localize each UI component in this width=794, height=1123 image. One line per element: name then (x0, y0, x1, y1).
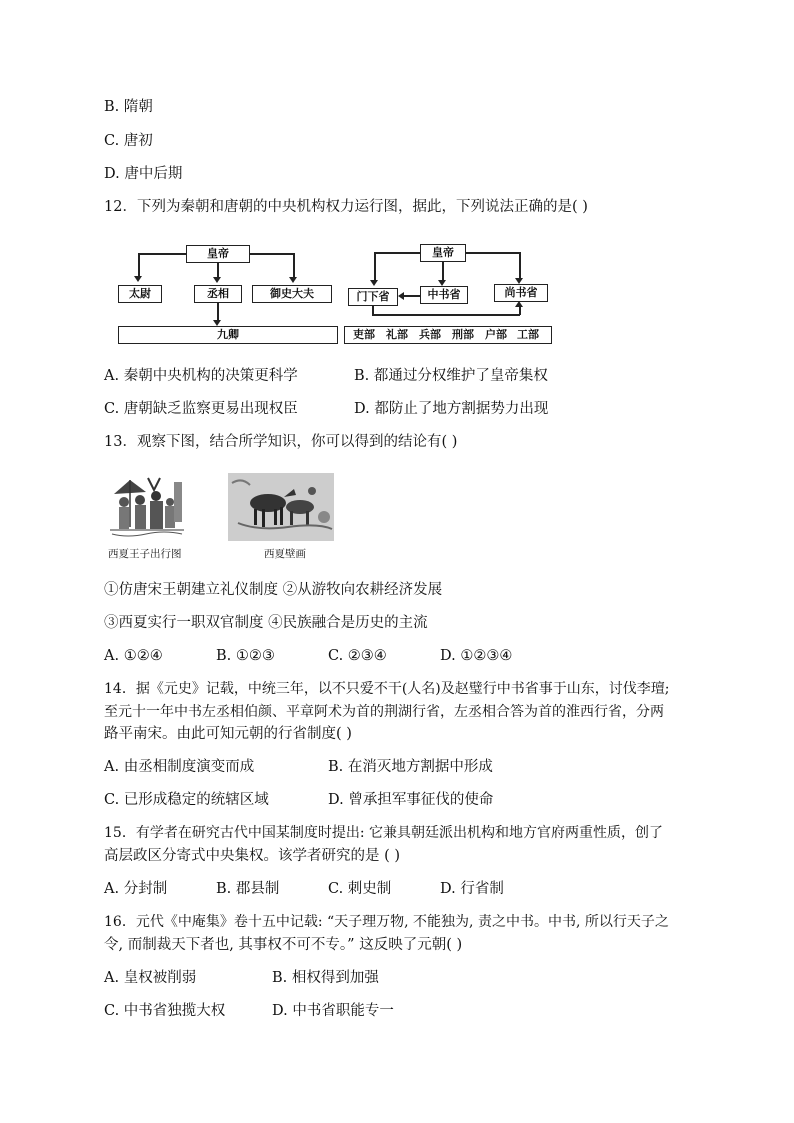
q14-option-b: B. 在消灭地方割据中形成 (328, 759, 493, 775)
xixia-mural-caption: 西夏壁画 (264, 548, 306, 560)
q13-option-c: C. ②③④ (328, 648, 387, 664)
xixia-prince-procession-image (108, 472, 186, 542)
q13-statements-1: ①仿唐宋王朝建立礼仪制度 ②从游牧向农耕经济发展 (104, 582, 443, 598)
q13-stem: 13．观察下图，结合所学知识，你可以得到的结论有( ) (104, 434, 458, 450)
q13-option-a: A. ①②④ (104, 648, 163, 664)
q11-option-c: C. 唐初 (104, 133, 153, 149)
q14-option-d: D. 曾承担军事征伐的使命 (328, 792, 494, 808)
q15-option-b: B. 郡县制 (216, 881, 280, 897)
q16-option-b: B. 相权得到加强 (272, 970, 379, 986)
q15-option-c: C. 刺史制 (328, 881, 392, 897)
ministry-hu: 户部 (485, 328, 507, 341)
q14-option-c: C. 已形成稳定的统辖区域 (104, 792, 269, 808)
tang-zhongshu-box: 中书省 (420, 286, 468, 304)
q14-stem-line3: 路平南宋。由此可知元朝的行省制度( ) (104, 726, 352, 742)
ministry-bing: 兵部 (419, 328, 441, 341)
q13-statements-2: ③西夏实行一职双官制度 ④民族融合是历史的主流 (104, 615, 428, 631)
q14-stem-line1: 14．据《元史》记载，中统三年，以不只爱不干(人名)及赵璧行中书省事于山东，讨伐李璮; (104, 681, 670, 697)
ministry-gong: 工部 (517, 328, 539, 341)
q15-option-d: D. 行省制 (440, 881, 504, 897)
q12-option-a: A. 秦朝中央机构的决策更科学 (104, 368, 298, 384)
qin-censor-box: 御史大夫 (252, 285, 332, 303)
q12-option-c: C. 唐朝缺乏监察更易出现权臣 (104, 401, 298, 417)
q12-option-d: D. 都防止了地方割据势力出现 (354, 401, 549, 417)
q11-option-b: B. 隋朝 (104, 99, 153, 115)
tang-shangshu-box: 尚书省 (494, 284, 548, 302)
q15-stem-line2: 高层政区分寄式中央集权。该学者研究的是 ( ) (104, 848, 401, 864)
q16-stem-line2: 令, 而制裁天下者也, 其事权不可不专。” 这反映了元朝( ) (104, 937, 463, 953)
q15-option-a: A. 分封制 (104, 881, 168, 897)
qin-central-diagram (118, 240, 338, 348)
tang-six-ministries-box (344, 326, 552, 344)
xixia-mural-image (228, 473, 334, 541)
q13-option-b: B. ①②③ (216, 648, 275, 664)
ministry-li-rites: 礼部 (386, 328, 408, 341)
q13-option-d: D. ①②③④ (440, 648, 513, 664)
xixia-prince-caption: 西夏王子出行图 (108, 548, 182, 560)
q14-option-a: A. 由丞相制度演变而成 (104, 759, 255, 775)
tang-emperor-box: 皇帝 (420, 244, 466, 262)
q16-stem-line1: 16．元代《中庵集》卷十五中记载: “天子理万物, 不能独为, 责之中书。中书, 所以行天子之 (104, 914, 669, 930)
q15-stem-line1: 15．有学者在研究古代中国某制度时提出: 它兼具朝廷派出机构和地方官府两重性质，创了 (104, 825, 663, 841)
tang-menxia-box: 门下省 (348, 288, 398, 306)
q12-option-b: B. 都通过分权维护了皇帝集权 (354, 368, 548, 384)
q12-stem: 12．下列为秦朝和唐朝的中央机构权力运行图，据此，下列说法正确的是( ) (104, 199, 588, 215)
tang-central-diagram (344, 242, 556, 346)
qin-chancellor-box: 丞相 (194, 285, 242, 303)
q16-option-a: A. 皇权被削弱 (104, 970, 197, 986)
qin-nine-ministers-box: 九卿 (118, 326, 338, 344)
ministry-xing: 刑部 (452, 328, 474, 341)
q16-option-d: D. 中书省职能专一 (272, 1003, 394, 1019)
q16-option-c: C. 中书省独揽大权 (104, 1003, 226, 1019)
ministry-li-personnel: 吏部 (353, 328, 375, 341)
qin-taiwei-box: 太尉 (118, 285, 162, 303)
q11-option-d: D. 唐中后期 (104, 166, 183, 182)
qin-emperor-box: 皇帝 (186, 245, 250, 263)
q14-stem-line2: 至元十一年中书左丞相伯颜、平章阿术为首的荆湖行省，左丞相合答为首的淮西行省，分两 (104, 704, 664, 720)
